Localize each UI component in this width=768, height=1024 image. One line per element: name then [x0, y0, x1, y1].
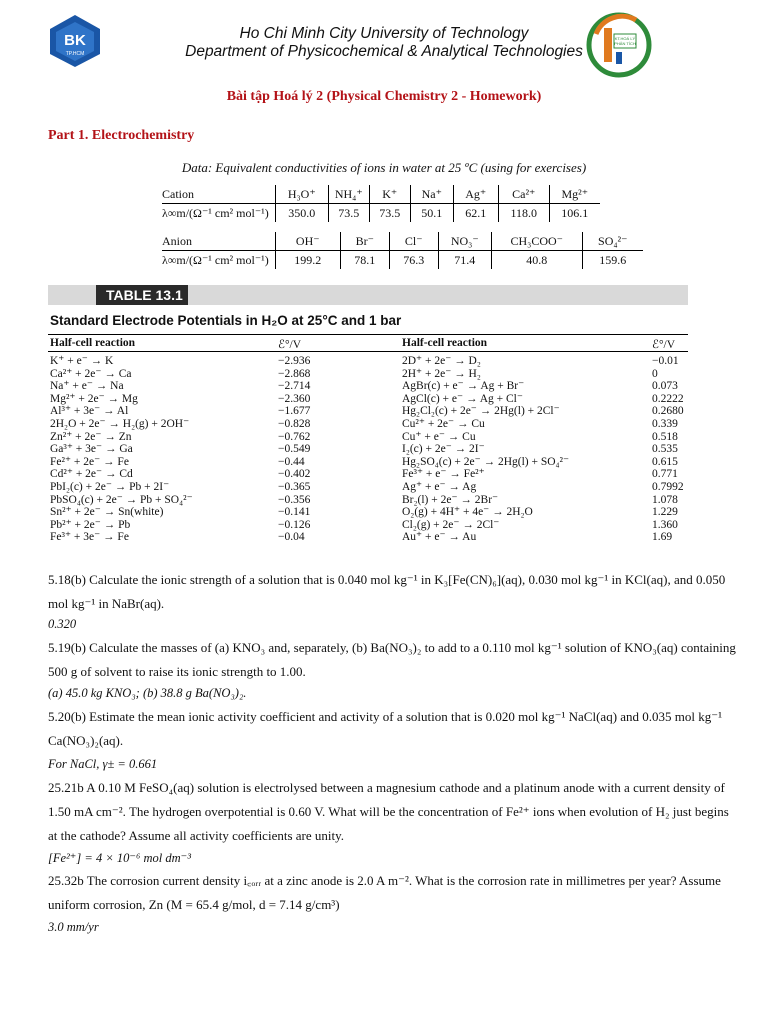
half-cell-reaction: Cu⁺ + e⁻ → Cu [402, 430, 476, 443]
question-2521: 25.21b A 0.10 M FeSO₄(aq) solution is electrolysed between a magnesium cathode and a platinum anode with a current density of 1.50 mA cm⁻². The hydrogen overpotential is 0.60 V. What will be the concentration of Fe²⁺ ions when evolution of H₂ just begins at the cathode? Assume all activity coefficients are unity. [48, 780, 729, 843]
electrode-potential: 0.771 [652, 468, 678, 481]
table-header-bar [48, 285, 688, 305]
electrode-potential: 0.339 [652, 417, 678, 430]
electrode-potential: 1.69 [652, 531, 673, 544]
electrode-potential: 1.229 [652, 506, 678, 519]
conductivity-caption: Data: Equivalent conductivities of ions in water at 25 ºC (using for exercises) [181, 160, 587, 175]
electrode-potential: −0.44 [278, 455, 305, 468]
anion-name: OH⁻ [275, 232, 340, 251]
half-cell-reaction: Hg₂Cl₂(c) + 2e⁻ → 2Hg(l) + 2Cl⁻ [402, 405, 560, 418]
electrode-potential: −2.360 [278, 392, 311, 405]
electrode-potential: −0.01 [652, 355, 679, 367]
conductivity-table [162, 185, 643, 269]
question-519: 5.19(b) Calculate the masses of (a) KNO₃ and, separately, (b) Ba(NO₃)₂ to add to a 0.110 mol kg⁻¹ solution of KNO₃(aq) containing 500 g of solvent to raise its ionic strength to 1.00. [48, 640, 736, 679]
half-cell-reaction: Ga³⁺ + 3e⁻ → Ga [50, 443, 133, 456]
left-reactions-column [50, 355, 260, 544]
table-title: Standard Electrode Potentials in H₂O at 25°C and 1 bar [50, 313, 402, 328]
cation-value: 106.1 [549, 204, 600, 223]
anion-name: Br⁻ [340, 232, 389, 251]
half-cell-reaction: AgCl(c) + e⁻ → Ag + Cl⁻ [402, 392, 523, 405]
electrode-potential: −0.549 [278, 443, 311, 456]
cation-name: Ca²⁺ [498, 185, 549, 204]
unit-label: λ∞m/(Ω⁻¹ cm² mol⁻¹) [162, 205, 269, 220]
left-values-column [278, 355, 338, 544]
cation-label: Cation [162, 186, 194, 201]
cation-value: 73.5 [328, 204, 369, 223]
half-cell-reaction: Ca²⁺ + 2e⁻ → Ca [50, 367, 132, 380]
half-cell-reaction: 2D⁺ + 2e⁻ → D₂ [402, 355, 481, 367]
electrode-potential: 0.2680 [652, 405, 684, 418]
electrode-potential: −0.356 [278, 493, 311, 506]
question-520: 5.20(b) Estimate the mean ionic activity coefficient and activity of a solution that is 0.020 mol kg⁻¹ NaCl(aq) and 0.035 mol kg⁻¹ Ca(NO₃)₂(aq). [48, 709, 723, 748]
half-cell-reaction: I₂(c) + 2e⁻ → 2I⁻ [402, 443, 485, 456]
cation-name: H₃O⁺ [275, 185, 328, 204]
table-label: TABLE 13.1 [96, 285, 188, 305]
electrode-potential: −1.677 [278, 405, 311, 418]
right-values-column [652, 355, 712, 544]
anion-value: 76.3 [389, 251, 438, 270]
part-heading: Part 1. Electrochemistry [48, 128, 195, 143]
half-cell-reaction: O₂(g) + 4H⁺ + 4e⁻ → 2H₂O [402, 506, 533, 519]
electrode-potential: −0.126 [278, 518, 311, 531]
half-cell-reaction: Au⁺ + e⁻ → Au [402, 531, 477, 544]
half-cell-reaction: Hg₂SO₄(c) + 2e⁻ → 2Hg(l) + SO₄²⁻ [402, 455, 570, 468]
electrode-potential: 0 [652, 367, 658, 380]
answer-2521: [Fe²⁺] = 4 × 10⁻⁶ mol dm⁻³ [48, 851, 191, 865]
logo-subtext: TP.HCM [65, 51, 85, 57]
half-cell-reaction: Cu²⁺ + 2e⁻ → Cu [402, 417, 485, 430]
half-cell-reaction: Na⁺ + e⁻ → Na [50, 380, 124, 393]
question-2532: 25.32b The corrosion current density i꜀ₒᵣᵣ at a zinc anode is 2.0 A m⁻². What is the corrosion rate in millimetres per year? Assume uniform corrosion, Zn (M = 65.4 g/mol, d = 7.14 g/cm³) [48, 873, 721, 912]
anion-name: SO₄²⁻ [582, 232, 643, 251]
half-cell-reaction: Cl₂(g) + 2e⁻ → 2Cl⁻ [402, 518, 500, 531]
electrode-potential: −2.936 [278, 355, 311, 367]
electrode-potential: 0.518 [652, 430, 678, 443]
electrode-potential: −2.714 [278, 380, 311, 393]
electrode-potential: −0.828 [278, 417, 311, 430]
svg-text:PHÂN TÍCH: PHÂN TÍCH [614, 41, 636, 46]
half-cell-reaction: Sn²⁺ + 2e⁻ → Sn(white) [50, 506, 164, 519]
answer-2532: 3.0 mm/yr [48, 920, 99, 934]
anion-name: NO₃⁻ [438, 232, 491, 251]
cation-name: K⁺ [369, 185, 410, 204]
anion-name: Cl⁻ [389, 232, 438, 251]
page-title: Bài tập Hoá lý 2 (Physical Chemistry 2 - Homework) [226, 89, 542, 104]
col-header-reaction: Half-cell reaction [402, 337, 488, 349]
cation-name: Na⁺ [410, 185, 453, 204]
question-518: 5.18(b) Calculate the ionic strength of a solution that is 0.040 mol kg⁻¹ in K₃[Fe(CN)₆](aq), 0.030 mol kg⁻¹ in KCl(aq), and 0.050 mol kg⁻¹ in NaBr(aq). [48, 572, 726, 611]
right-reactions-column [402, 355, 642, 544]
half-cell-reaction: Al³⁺ + 3e⁻ → Al [50, 405, 129, 418]
department-name: Department of Physicochemical & Analytical Technologies [185, 43, 583, 60]
half-cell-reaction: Fe³⁺ + 3e⁻ → Fe [50, 531, 129, 544]
cation-name: Mg²⁺ [549, 185, 600, 204]
cation-name: NH₄⁺ [328, 185, 369, 204]
anion-value: 159.6 [582, 251, 643, 270]
half-cell-reaction: 2H⁺ + 2e⁻ → H₂ [402, 367, 481, 380]
col-header-reaction: Half-cell reaction [50, 337, 136, 349]
electrode-potential: 0.073 [652, 380, 678, 393]
svg-text:KT.HOÁ LÝ: KT.HOÁ LÝ [614, 36, 636, 41]
unit-label: λ∞m/(Ω⁻¹ cm² mol⁻¹) [162, 252, 269, 267]
half-cell-reaction: K⁺ + e⁻ → K [50, 355, 114, 367]
electrode-potential: 0.7992 [652, 480, 684, 493]
anion-value: 78.1 [340, 251, 389, 270]
anion-value: 71.4 [438, 251, 491, 270]
anion-value: 40.8 [491, 251, 582, 270]
cation-name: Ag⁺ [453, 185, 498, 204]
half-cell-reaction: Fe³⁺ + e⁻ → Fe²⁺ [402, 468, 485, 481]
half-cell-reaction: Br₂(l) + 2e⁻ → 2Br⁻ [402, 493, 499, 506]
electrode-potential: −0.365 [278, 480, 311, 493]
half-cell-reaction: Ag⁺ + e⁻ → Ag [402, 480, 477, 493]
half-cell-reaction: PbSO₄(c) + 2e⁻ → Pb + SO₄²⁻ [50, 493, 193, 506]
cation-value: 118.0 [498, 204, 549, 223]
answer-519: (a) 45.0 kg KNO₃; (b) 38.8 g Ba(NO₃)₂. [48, 686, 247, 700]
half-cell-reaction: Cd²⁺ + 2e⁻ → Cd [50, 468, 133, 481]
electrode-potential: 1.360 [652, 518, 678, 531]
half-cell-reaction: Mg²⁺ + 2e⁻ → Mg [50, 392, 138, 405]
half-cell-reaction: AgBr(c) + e⁻ → Ag + Br⁻ [402, 380, 525, 393]
electrode-potential: −0.762 [278, 430, 311, 443]
cation-value: 350.0 [275, 204, 328, 223]
electrode-potential: −0.04 [278, 531, 305, 544]
half-cell-reaction: Zn²⁺ + 2e⁻ → Zn [50, 430, 132, 443]
table-rule-top [48, 334, 688, 335]
half-cell-reaction: Pb²⁺ + 2e⁻ → Pb [50, 518, 131, 531]
cation-value: 62.1 [453, 204, 498, 223]
electrode-potential: −2.868 [278, 367, 311, 380]
electrode-potential: 0.2222 [652, 392, 684, 405]
electrode-potential: 1.078 [652, 493, 678, 506]
logo-text: BK [64, 32, 86, 49]
electrode-potential: 0.615 [652, 455, 678, 468]
half-cell-reaction: Fe²⁺ + 2e⁻ → Fe [50, 455, 129, 468]
anion-name: CH₃COO⁻ [491, 232, 582, 251]
university-name: Ho Chi Minh City University of Technology [239, 25, 529, 42]
half-cell-reaction: 2H₂O + 2e⁻ → H₂(g) + 2OH⁻ [50, 417, 190, 430]
table-rule-mid [48, 351, 688, 352]
col-header-potential: ℰ°/V [278, 339, 302, 351]
anion-label: Anion [162, 233, 192, 248]
anion-value: 199.2 [275, 251, 340, 270]
col-header-potential: ℰ°/V [652, 339, 676, 351]
half-cell-reaction: PbI₂(c) + 2e⁻ → Pb + 2I⁻ [50, 480, 170, 493]
electrode-potential: 0.535 [652, 443, 678, 456]
cation-value: 50.1 [410, 204, 453, 223]
electrode-potential: −0.141 [278, 506, 311, 519]
cation-value: 73.5 [369, 204, 410, 223]
answer-518: 0.320 [48, 617, 77, 631]
electrode-potential: −0.402 [278, 468, 311, 481]
answer-520: For NaCl, γ± = 0.661 [48, 757, 158, 771]
